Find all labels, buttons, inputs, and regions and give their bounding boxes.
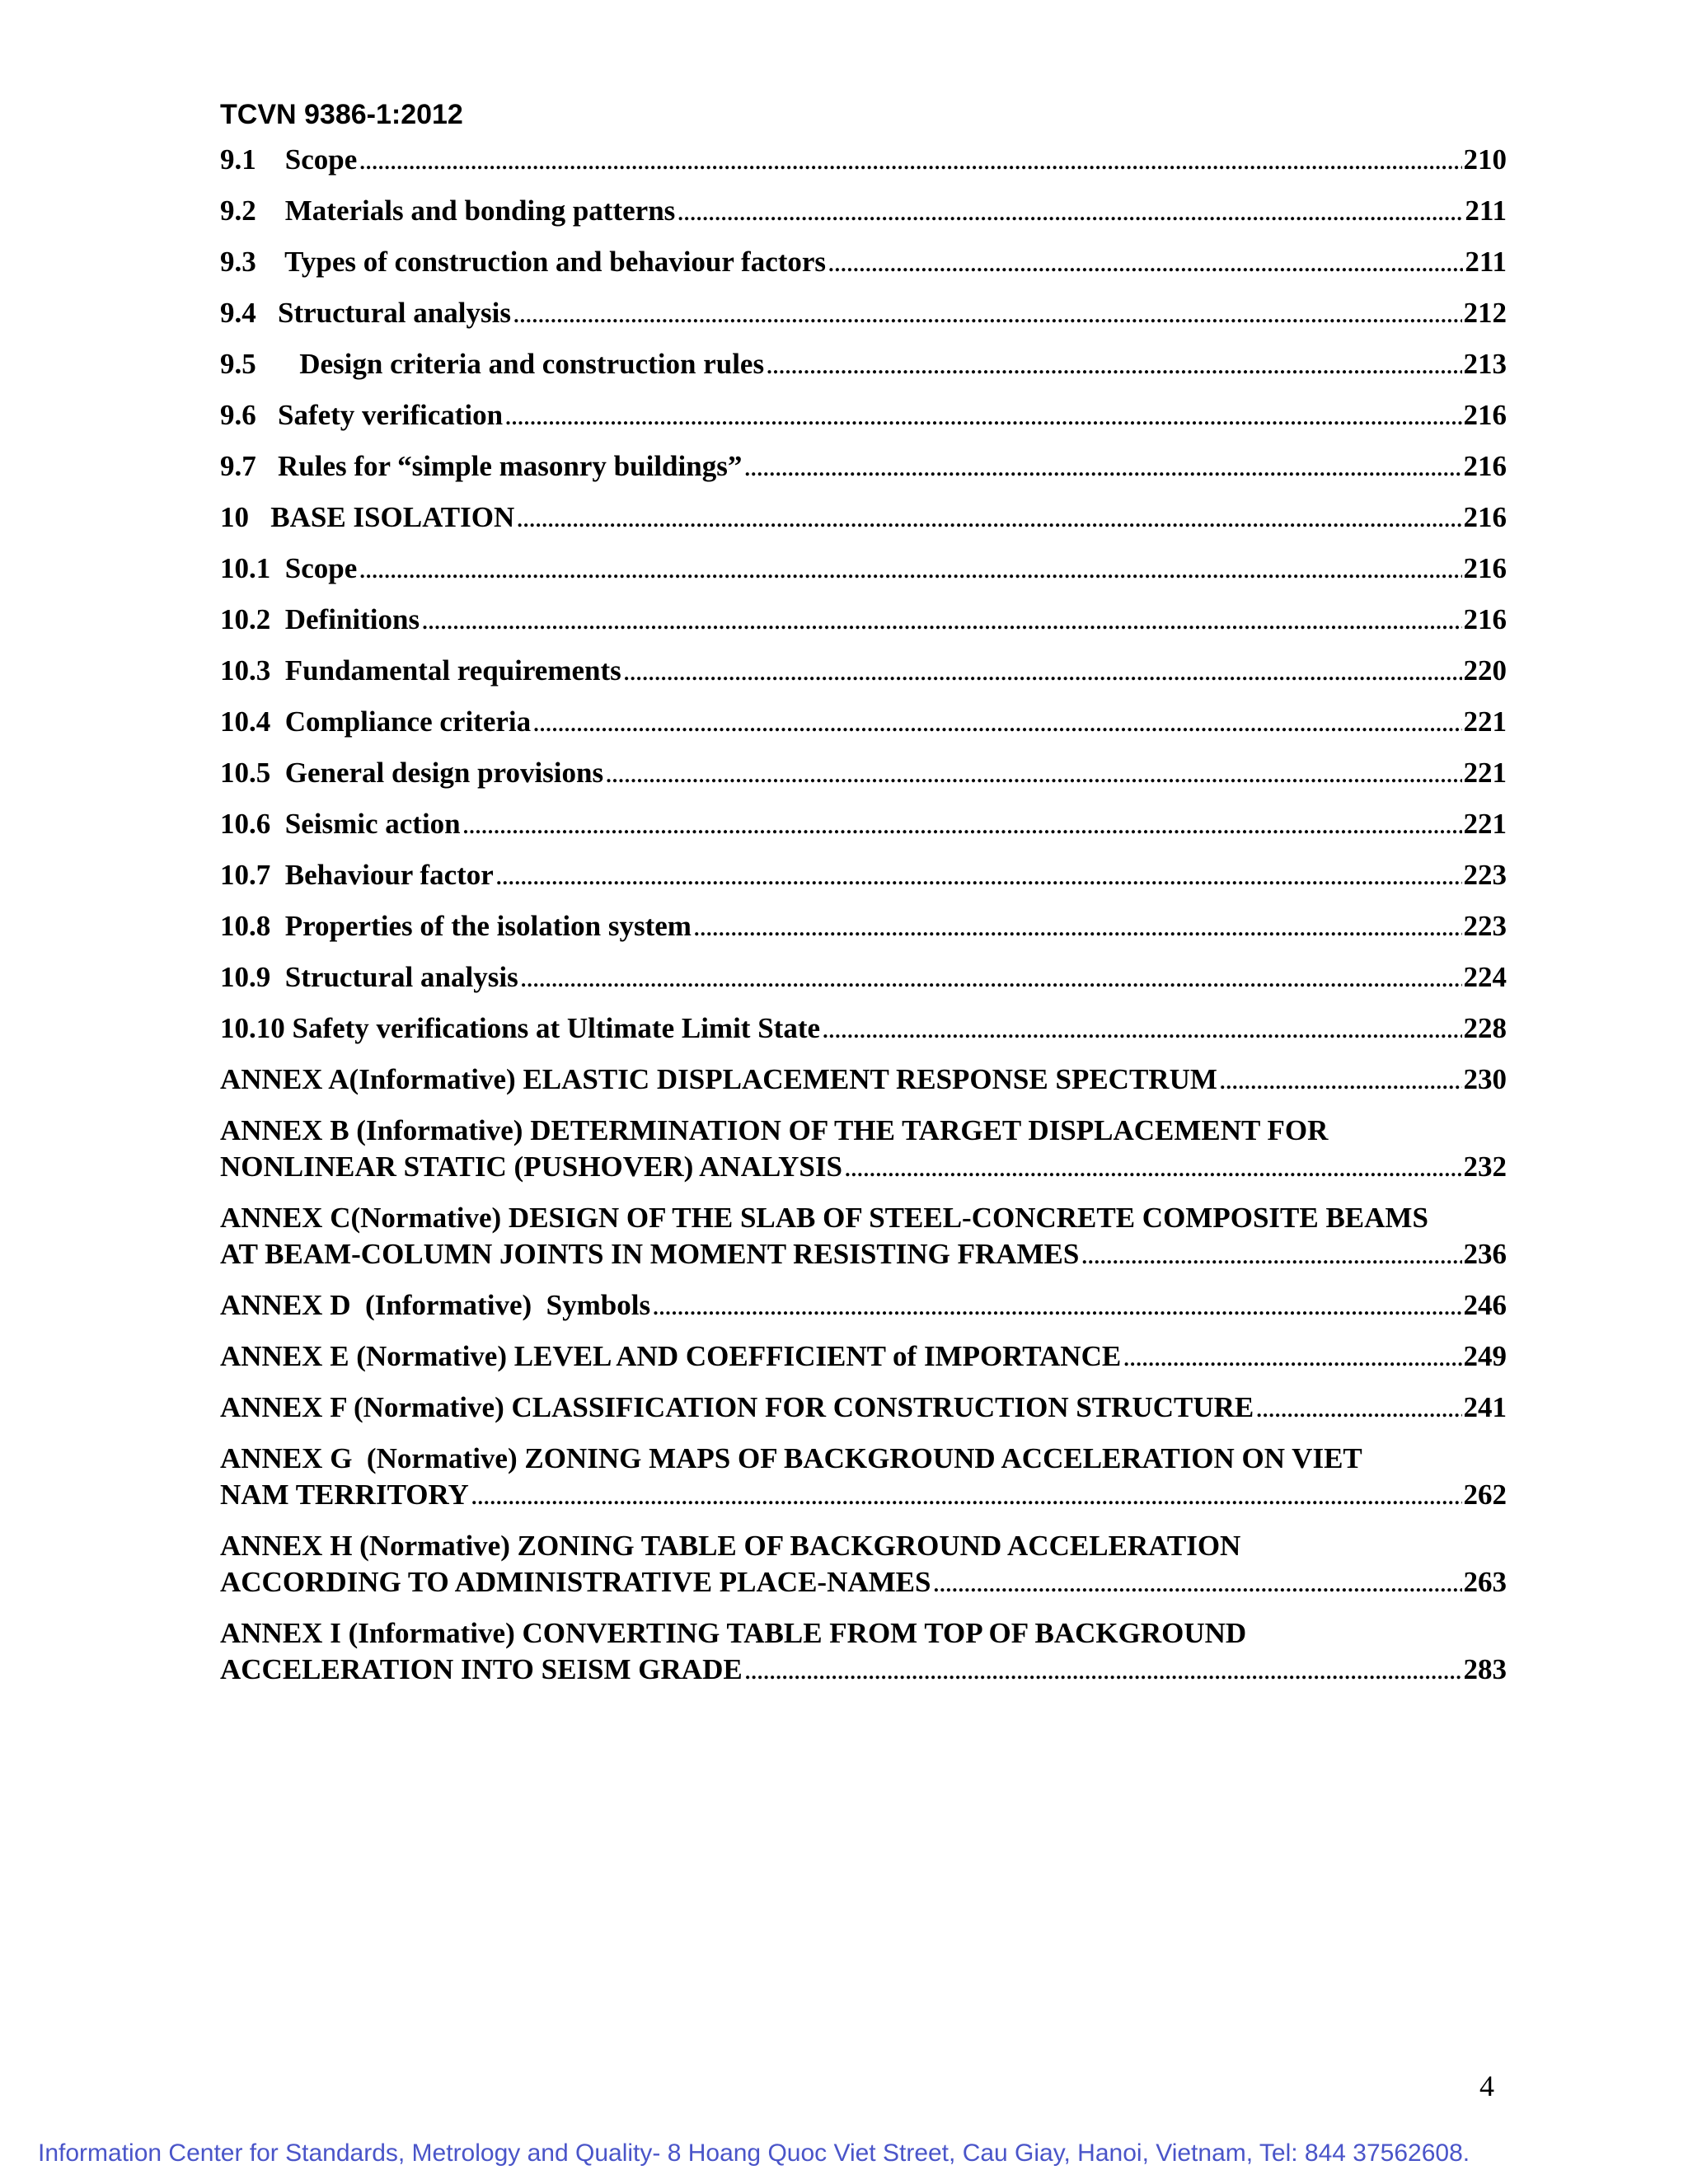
toc-entry-page: 210 xyxy=(1463,143,1507,176)
toc-entry-title: ANNEX F (Normative) CLASSIFICATION FOR CONSTRUCTION STRUCTURE xyxy=(220,1391,1254,1423)
toc-entry-9-4[interactable] xyxy=(220,295,1507,331)
toc-entry-10-6[interactable] xyxy=(220,806,1507,842)
toc-entry-9-1[interactable] xyxy=(220,142,1507,178)
toc-entry-page: 223 xyxy=(1463,859,1507,891)
toc-entry-page: 223 xyxy=(1463,910,1507,942)
toc-entry-10-7[interactable] xyxy=(220,857,1507,893)
toc-entry-title: 10.9 Structural analysis xyxy=(220,961,518,993)
toc-entry-title: 10.2 Definitions xyxy=(220,603,420,635)
toc-entry-title: 9.5 Design criteria and construction rules xyxy=(220,348,765,380)
toc-entry-10-3[interactable] xyxy=(220,653,1507,689)
toc-entry-page: 228 xyxy=(1463,1012,1507,1044)
toc-entry-annex-h[interactable] xyxy=(220,1528,1511,1601)
toc-entry-title-line2: AT BEAM-COLUMN JOINTS IN MOMENT RESISTING FRAMES xyxy=(220,1238,1080,1270)
document-code-header: TCVN 9386-1:2012 xyxy=(220,99,463,130)
toc-entry-page: 216 xyxy=(1463,399,1507,431)
toc-entry-title: 10.3 Fundamental requirements xyxy=(220,654,621,687)
toc-entry-page: 220 xyxy=(1463,654,1507,687)
toc-entry-title: 10.6 Seismic action xyxy=(220,808,461,840)
toc-entry-page: 216 xyxy=(1463,603,1507,635)
toc-entry-10-10[interactable] xyxy=(220,1010,1507,1047)
toc-entry-page: 263 xyxy=(1463,1566,1507,1598)
toc-entry-10[interactable] xyxy=(220,499,1507,536)
toc-entry-annex-e[interactable] xyxy=(220,1338,1507,1375)
toc-entry-page: 249 xyxy=(1463,1340,1507,1372)
toc-entry-title: 10.7 Behaviour factor xyxy=(220,859,494,891)
toc-entry-title-line1: ANNEX B (Informative) DETERMINATION OF THE TARGET DISPLACEMENT FOR xyxy=(220,1114,1329,1146)
toc-entry-10-5[interactable] xyxy=(220,755,1507,791)
toc-entry-page: 246 xyxy=(1463,1289,1507,1321)
toc-entry-10-9[interactable] xyxy=(220,959,1507,996)
toc-entry-9-3[interactable] xyxy=(220,244,1507,280)
toc-entry-title-line2: NONLINEAR STATIC (PUSHOVER) ANALYSIS xyxy=(220,1151,842,1183)
toc-entry-page: 224 xyxy=(1463,961,1507,993)
toc-entry-title-line1: ANNEX C(Normative) DESIGN OF THE SLAB OF STEEL-CONCRETE COMPOSITE BEAMS xyxy=(220,1202,1428,1234)
toc-entry-page: 216 xyxy=(1463,501,1507,533)
toc-entry-10-1[interactable] xyxy=(220,551,1507,587)
toc-entry-annex-i[interactable] xyxy=(220,1615,1511,1688)
toc-entry-title: 9.1 Scope xyxy=(220,143,358,176)
toc-entry-title-line2: NAM TERRITORY xyxy=(220,1479,469,1511)
toc-entry-9-6[interactable] xyxy=(220,397,1507,434)
toc-entry-annex-f[interactable] xyxy=(220,1390,1507,1426)
toc-entry-page: 216 xyxy=(1463,450,1507,482)
toc-entry-annex-d[interactable] xyxy=(220,1287,1507,1324)
toc-entry-title: 10.8 Properties of the isolation system xyxy=(220,910,692,942)
toc-entry-title: ANNEX D (Informative) Symbols xyxy=(220,1289,651,1321)
toc-entry-page: 211 xyxy=(1465,246,1507,278)
toc-entry-annex-c[interactable] xyxy=(220,1200,1511,1272)
toc-entry-title-line2: ACCELERATION INTO SEISM GRADE xyxy=(220,1653,743,1685)
table-of-contents xyxy=(220,142,1511,1703)
toc-entry-title: 10.10 Safety verifications at Ultimate Limit State xyxy=(220,1012,821,1044)
toc-entry-title: 9.4 Structural analysis xyxy=(220,297,511,329)
toc-entry-title: 9.6 Safety verification xyxy=(220,399,504,431)
toc-entry-page: 232 xyxy=(1463,1151,1507,1183)
toc-entry-page: 283 xyxy=(1463,1653,1507,1685)
toc-entry-page: 221 xyxy=(1463,757,1507,789)
toc-entry-title: 9.7 Rules for “simple masonry buildings” xyxy=(220,450,743,482)
toc-entry-page: 236 xyxy=(1463,1238,1507,1270)
toc-entry-title: 9.2 Materials and bonding patterns xyxy=(220,194,676,227)
toc-entry-title: 10.4 Compliance criteria xyxy=(220,705,532,738)
toc-entry-9-7[interactable] xyxy=(220,448,1507,485)
toc-entry-title-line1: ANNEX I (Informative) CONVERTING TABLE FROM TOP OF BACKGROUND xyxy=(220,1617,1247,1649)
toc-entry-10-2[interactable] xyxy=(220,602,1507,638)
toc-entry-10-4[interactable] xyxy=(220,704,1507,740)
toc-entry-9-2[interactable] xyxy=(220,193,1507,229)
toc-entry-title-line1: ANNEX H (Normative) ZONING TABLE OF BACKGROUND ACCELERATION xyxy=(220,1530,1241,1562)
page-number: 4 xyxy=(1479,2069,1494,2102)
toc-entry-page: 211 xyxy=(1465,194,1507,227)
toc-entry-title: ANNEX E (Normative) LEVEL AND COEFFICIENT of IMPORTANCE xyxy=(220,1340,1122,1372)
toc-entry-page: 216 xyxy=(1463,552,1507,584)
toc-entry-annex-g[interactable] xyxy=(220,1441,1511,1513)
toc-entry-page: 221 xyxy=(1463,808,1507,840)
toc-entry-page: 230 xyxy=(1463,1063,1507,1095)
toc-entry-title: 9.3 Types of construction and behaviour factors xyxy=(220,246,827,278)
toc-entry-page: 262 xyxy=(1463,1479,1507,1511)
toc-entry-title-line2: ACCORDING TO ADMINISTRATIVE PLACE-NAMES xyxy=(220,1566,931,1598)
toc-entry-page: 212 xyxy=(1463,297,1507,329)
toc-entry-page: 213 xyxy=(1463,348,1507,380)
footer-contact-info: Information Center for Standards, Metrology and Quality- 8 Hoang Quoc Viet Street, Cau Giay, Hanoi, Vietnam, Tel: 844 37562608. xyxy=(38,2139,1470,2167)
toc-entry-title: 10.5 General design provisions xyxy=(220,757,604,789)
toc-entry-title-line1: ANNEX G (Normative) ZONING MAPS OF BACKGROUND ACCELERATION ON VIET xyxy=(220,1442,1362,1474)
toc-entry-page: 221 xyxy=(1463,705,1507,738)
toc-entry-annex-a[interactable] xyxy=(220,1062,1507,1098)
toc-entry-10-8[interactable] xyxy=(220,908,1507,944)
toc-entry-title: 10.1 Scope xyxy=(220,552,358,584)
toc-entry-title: 10 BASE ISOLATION xyxy=(220,501,515,533)
toc-entry-9-5[interactable] xyxy=(220,346,1507,382)
toc-entry-page: 241 xyxy=(1463,1391,1507,1423)
toc-entry-annex-b[interactable] xyxy=(220,1113,1511,1185)
toc-entry-title: ANNEX A(Informative) ELASTIC DISPLACEMENT RESPONSE SPECTRUM xyxy=(220,1063,1217,1095)
